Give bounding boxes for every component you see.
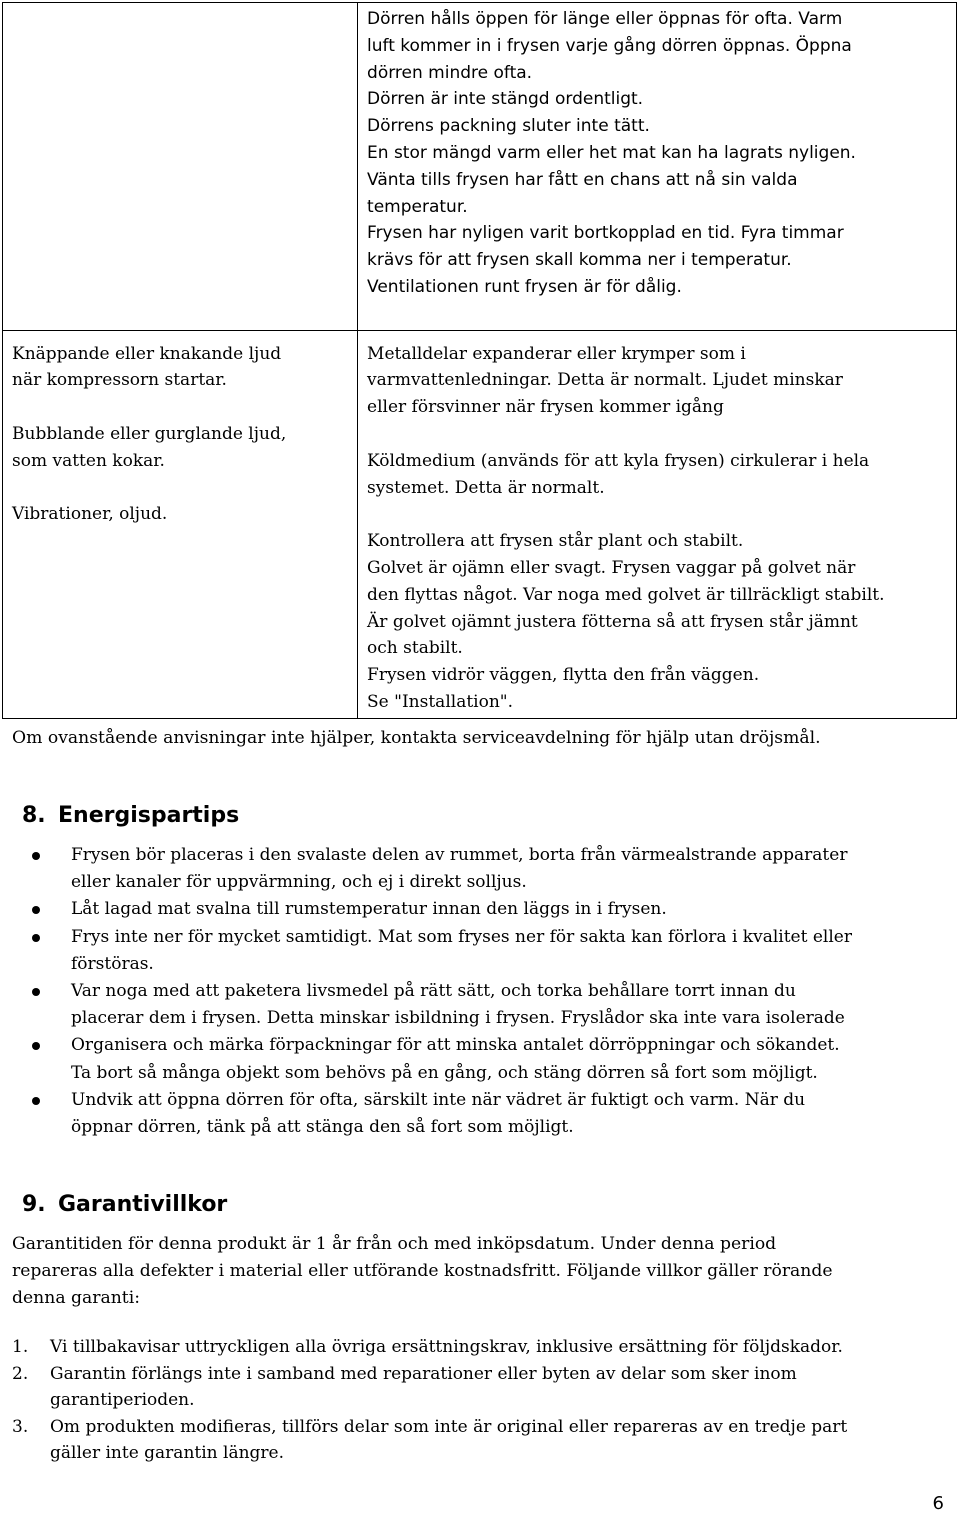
problem-line: Bubblande eller gurglande ljud, xyxy=(12,423,287,444)
troubleshooting-table xyxy=(2,2,957,719)
spacer xyxy=(12,475,347,502)
list-item: 2. Garantin förlängs inte i samband med reparationer eller byten av delar som sker inom garantiperioden. xyxy=(0,1361,847,1414)
cause-line: Ventilationen runt frysen är för dålig. xyxy=(367,276,682,297)
cause-line: dörren mindre ofta. xyxy=(367,62,533,83)
list-item: Låt lagad mat svalna till rumstemperatur innan den läggs in i frysen. xyxy=(0,896,852,923)
section-heading-energy xyxy=(22,803,239,828)
list-item: 3. Om produkten modifieras, tillförs delar som inte är original eller repareras av en tredje part gäller inte garantin längre. xyxy=(0,1414,847,1467)
problem-line: Knäppande eller knakande ljud xyxy=(12,343,282,364)
bullet-icon xyxy=(32,906,40,914)
list-item: Undvik att öppna dörren för ofta, särskilt inte när vädret är fuktigt och varm. När du öppnar dörren, tänk på att stänga den så fort som möjligt. xyxy=(0,1087,852,1141)
spacer xyxy=(12,394,347,421)
spacer xyxy=(367,501,946,528)
service-note: Om ovanstående anvisningar inte hjälper, kontakta serviceavdelning för hjälp utan dröjsmål. xyxy=(12,728,821,748)
list-item: Frys inte ner för mycket samtidigt. Mat som fryses ner för sakta kan förlora i kvalitet eller förstöras. xyxy=(0,924,852,978)
cause-line: och stabilt. xyxy=(367,638,463,659)
section-number: 9. xyxy=(22,1192,46,1217)
bullet-icon xyxy=(32,988,40,996)
cause-line: Köldmedium (används för att kyla frysen) cirkulerar i hela xyxy=(367,450,870,471)
cause-line: systemet. Detta är normalt. xyxy=(367,477,605,498)
problem-line: när kompressorn startar. xyxy=(12,370,227,391)
spacer xyxy=(367,421,946,448)
section-number: 8. xyxy=(22,803,46,828)
cause-line: temperatur. xyxy=(367,196,468,217)
cause-line: Dörren hålls öppen för länge eller öppnas för ofta. Varm xyxy=(367,9,843,29)
list-item: Frysen bör placeras i den svalaste delen av rummet, borta från värmealstrande apparater eller kanaler för uppvärmning, och ej i direkt solljus. xyxy=(0,842,852,896)
item-number: 1. xyxy=(12,1337,29,1357)
cause-cell xyxy=(358,330,957,718)
cause-line: Är golvet ojämnt justera fötterna så att frysen står jämnt xyxy=(367,611,858,632)
section-title: Energispartips xyxy=(58,803,240,828)
section-title: Garantivillkor xyxy=(58,1192,228,1217)
bullet-icon xyxy=(32,1042,40,1050)
problem-cell xyxy=(3,3,358,331)
problem-line: som vatten kokar. xyxy=(12,450,165,471)
table-row xyxy=(3,3,957,331)
cause-line: Frysen vidrör väggen, flytta den från väggen. xyxy=(367,665,760,686)
cause-line: eller försvinner när frysen kommer igång xyxy=(367,397,724,418)
cause-line: luft kommer in i frysen varje gång dörren öppnas. Öppna xyxy=(367,35,852,56)
item-number: 3. xyxy=(12,1416,29,1437)
cause-line: En stor mängd varm eller het mat kan ha lagrats nyligen. xyxy=(367,142,856,163)
spacer xyxy=(367,301,946,328)
cause-line: Kontrollera att frysen står plant och stabilt. xyxy=(367,531,744,552)
list-item: Var noga med att paketera livsmedel på rätt sätt, och torka behållare torrt innan du placerar dem i frysen. Detta minskar isbildning i frysen. Fryslådor ska inte vara isolerade xyxy=(0,978,852,1032)
bullet-icon xyxy=(32,934,40,942)
warranty-intro: Garantitiden för denna produkt är 1 år från och med inköpsdatum. Under denna period repareras alla defekter i material eller utförande kostnadsfritt. Följande villkor gäller rörande denna garanti: xyxy=(12,1234,833,1308)
cause-line: Dörrens packning sluter inte tätt. xyxy=(367,116,650,137)
cause-line: Frysen har nyligen varit bortkopplad en tid. Fyra timmar xyxy=(367,223,844,244)
cause-line: krävs för att frysen skall komma ner i temperatur. xyxy=(367,250,792,271)
energy-tips-list xyxy=(0,842,852,1141)
bullet-icon xyxy=(32,852,40,860)
cause-line: Se "Installation". xyxy=(367,691,514,712)
page-number: 6 xyxy=(932,1493,944,1514)
warranty-terms-list xyxy=(0,1334,847,1467)
problem-line: Vibrationer, oljud. xyxy=(12,504,168,525)
problem-cell xyxy=(3,330,358,718)
table-row xyxy=(3,330,957,718)
list-item: 1. Vi tillbakavisar uttryckligen alla övriga ersättningskrav, inklusive ersättning för följdskador. xyxy=(0,1334,847,1361)
cause-line: Metalldelar expanderar eller krymper som i xyxy=(367,343,746,364)
cause-line: varmvattenledningar. Detta är normalt. Ljudet minskar xyxy=(367,370,843,391)
cause-line: den flyttas något. Var noga med golvet är tillräckligt stabilt. xyxy=(367,584,885,605)
item-number: 2. xyxy=(12,1363,29,1384)
cause-line: Vänta tills frysen har fått en chans att nå sin valda xyxy=(367,169,798,190)
section-heading-warranty xyxy=(22,1192,227,1217)
cause-cell xyxy=(358,3,957,331)
cause-line: Golvet är ojämn eller svagt. Frysen vaggar på golvet när xyxy=(367,557,856,578)
cause-line: Dörren är inte stängd ordentligt. xyxy=(367,89,644,110)
bullet-icon xyxy=(32,1097,40,1105)
list-item: Organisera och märka förpackningar för att minska antalet dörröppningar och sökandet. Ta bort så många objekt som behövs på en gång, och stäng dörren så fort som möjligt. xyxy=(0,1032,852,1086)
